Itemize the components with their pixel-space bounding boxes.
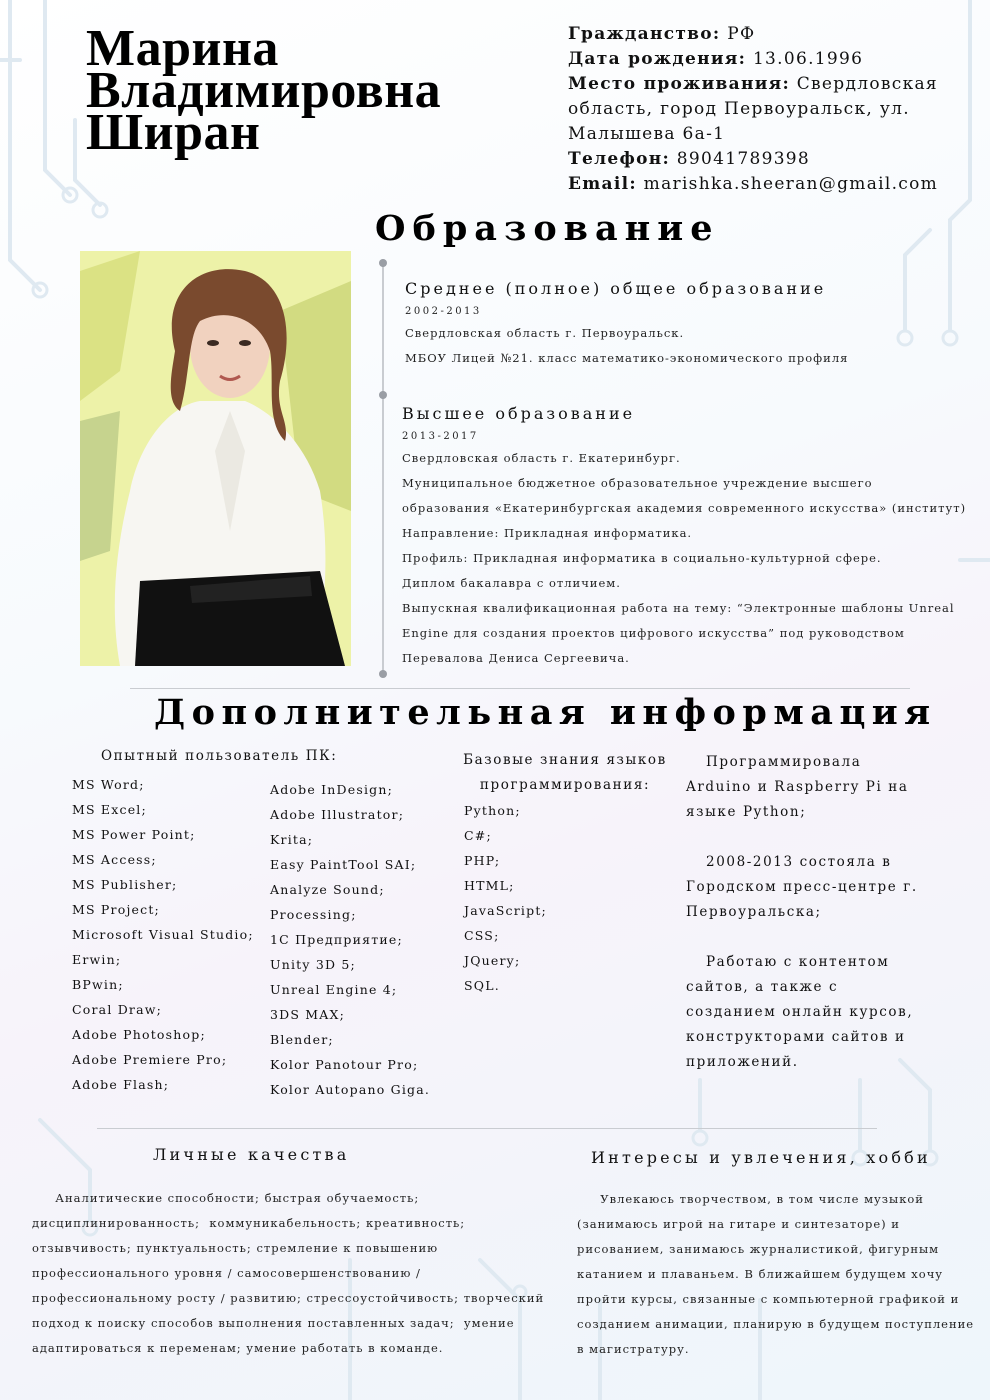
citizenship-label: Гражданство: (568, 24, 721, 44)
timeline-dot (379, 259, 387, 267)
list-item: JavaScript; (464, 903, 547, 918)
text-line: в магистратуру. (577, 1342, 690, 1356)
timeline-dot (379, 670, 387, 678)
hobbies-text (577, 1187, 977, 1362)
text-line: подход к поиску способов выполнения поставленных задач; умение (32, 1316, 515, 1330)
list-item: MS Word; (72, 777, 145, 792)
phone-label: Телефон: (568, 149, 671, 169)
list-item: BPwin; (72, 977, 124, 992)
section-divider (97, 1128, 877, 1129)
education-line: Профиль: Прикладная информатика в социально-культурной сфере. (402, 551, 882, 565)
education-heading: Среднее (полное) общее образование (405, 279, 827, 298)
birthdate-row (568, 47, 978, 72)
list-item: PHP; (464, 853, 501, 868)
education-line: Выпускная квалификационная работа на тему: “Электронные шаблоны Unreal (402, 601, 955, 615)
education-line: Муниципальное бюджетное образовательное учреждение высшего (402, 476, 873, 490)
pc-skills-title: Опытный пользователь ПК: (101, 748, 338, 764)
education-line: МБОУ Лицей №21. класс математико-экономического профиля (405, 351, 849, 365)
list-item: Analyze Sound; (270, 882, 385, 897)
name-line-middle: Владимировна (86, 62, 442, 119)
text-line: (занимаюсь игрой на гитаре и синтезаторе) и (577, 1217, 900, 1231)
section-divider (130, 688, 910, 689)
education-years: 2002-2013 (405, 306, 482, 317)
text-line: Аналитические способности; быстрая обучаемость; (32, 1191, 420, 1205)
list-item: Adobe Flash; (72, 1077, 170, 1092)
text-line: Увлекаюсь творчеством, в том числе музыкой (577, 1192, 924, 1206)
profile-photo (80, 251, 351, 666)
education-line: Направление: Прикладная информатика. (402, 526, 693, 540)
education-line: Перевалова Дениса Сергеевича. (402, 651, 630, 665)
list-item: SQL. (464, 978, 500, 993)
residence-value: Свердловская (790, 74, 938, 94)
contact-info (568, 22, 978, 197)
education-line: Свердловская область г. Екатеринбург. (402, 451, 681, 465)
text-line: катанием и плаваньем. В ближайшем будущем хочу (577, 1267, 944, 1281)
list-item: 1C Предприятие; (270, 932, 403, 947)
text-line: отзывчивость; пунктуальность; стремление к повышению (32, 1241, 439, 1255)
name-line-first: Марина (86, 20, 279, 77)
list-item: HTML; (464, 878, 515, 893)
residence-label: Место проживания: (568, 74, 791, 94)
list-item: Kolor Autopano Giga. (270, 1082, 431, 1097)
citizenship-value: РФ (720, 24, 756, 44)
text-line: рисованием, занимаюсь журналистикой, фигурным (577, 1242, 940, 1256)
list-item: Microsoft Visual Studio; (72, 927, 254, 942)
education-item-higher (402, 404, 966, 671)
residence-row (568, 72, 978, 97)
list-item: Easy PaintTool SAI; (270, 857, 417, 872)
experience-paragraph: 2008-2013 состояла в Городском пресс-центре г. Первоуральска; (686, 854, 918, 920)
list-item: Blender; (270, 1032, 334, 1047)
education-line: Диплом бакалавра с отличием. (402, 576, 621, 590)
education-line: Engine для создания проектов цифрового искусства” под руководством (402, 626, 905, 640)
education-line: образования «Екатеринбургская академия современного искусства» (институт) (402, 501, 967, 515)
list-item: C#; (464, 828, 492, 843)
personal-qualities-title: Личные качества (153, 1145, 350, 1164)
text-line: адаптироваться к переменам; умение работать в команде. (32, 1341, 444, 1355)
experience-paragraph: Программировала Arduino и Raspberry Pi на языке Python; (686, 754, 909, 820)
additional-experience (686, 750, 926, 1100)
list-item: Krita; (270, 832, 314, 847)
additional-info-title: Дополнительная информация (154, 692, 937, 733)
pc-skills-list-2 (270, 777, 430, 1102)
list-item: Erwin; (72, 952, 122, 967)
list-item: CSS; (464, 928, 500, 943)
timeline-dot (379, 391, 387, 399)
birthdate-value: 13.06.1996 (746, 49, 864, 69)
list-item: MS Project; (72, 902, 160, 917)
candidate-name (86, 20, 506, 161)
education-line: Свердловская область г. Первоуральск. (405, 326, 685, 340)
email-row (568, 172, 978, 197)
portrait-illustration (80, 251, 351, 666)
text-line: профессионального уровня / самосовершенствованию / (32, 1266, 421, 1280)
list-item: MS Access; (72, 852, 157, 867)
list-item: 3DS MAX; (270, 1007, 346, 1022)
list-item: MS Excel; (72, 802, 147, 817)
list-item: Coral Draw; (72, 1002, 163, 1017)
phone-value[interactable]: 89041789398 (670, 149, 811, 169)
education-heading: Высшее образование (402, 404, 636, 423)
education-item-secondary (405, 279, 848, 371)
birthdate-label: Дата рождения: (568, 49, 747, 69)
programming-list (464, 798, 547, 998)
text-line: пройти курсы, связанные с компьютерной графикой и (577, 1292, 960, 1306)
list-item: Python; (464, 803, 521, 818)
list-item: Adobe Illustrator; (270, 807, 405, 822)
text-line: профессиональному росту / развитию; стрессоустойчивость; творческий (32, 1291, 545, 1305)
list-item: Adobe InDesign; (270, 782, 394, 797)
list-item: Processing; (270, 907, 357, 922)
list-item: Adobe Photoshop; (72, 1027, 206, 1042)
email-label: Email: (568, 174, 637, 194)
text-line: дисциплинированность; коммуникабельность; креативность; (32, 1216, 466, 1230)
hobbies-title: Интересы и увлечения, хобби (591, 1148, 931, 1167)
list-item: Unreal Engine 4; (270, 982, 398, 997)
list-item: MS Publisher; (72, 877, 178, 892)
list-item: Unity 3D 5; (270, 957, 356, 972)
education-timeline (382, 262, 384, 674)
text-line: созданием анимации, планирую в будущем поступление (577, 1317, 975, 1331)
phone-row (568, 147, 978, 172)
education-years: 2013-2017 (402, 431, 479, 442)
education-title: Образование (375, 208, 720, 249)
pc-skills-list-1 (72, 772, 254, 1097)
residence-line-2: область, город Первоуральск, ул. (568, 99, 910, 119)
list-item: Adobe Premiere Pro; (72, 1052, 228, 1067)
personal-qualities-text (32, 1186, 552, 1361)
experience-paragraph: Работаю с контентом сайтов, а также с созданием онлайн курсов, конструкторами сайтов и приложений. (686, 954, 914, 1070)
name-line-last: Ширан (86, 104, 261, 161)
list-item: Kolor Panotour Pro; (270, 1057, 419, 1072)
list-item: MS Power Point; (72, 827, 196, 842)
programming-title: Базовые знания языков программирования: (463, 752, 667, 793)
citizenship-row (568, 22, 978, 47)
list-item: JQuery; (464, 953, 521, 968)
email-value[interactable]: marishka.sheeran@gmail.com (636, 174, 939, 194)
residence-line-3: Малышева 6а-1 (568, 124, 726, 144)
